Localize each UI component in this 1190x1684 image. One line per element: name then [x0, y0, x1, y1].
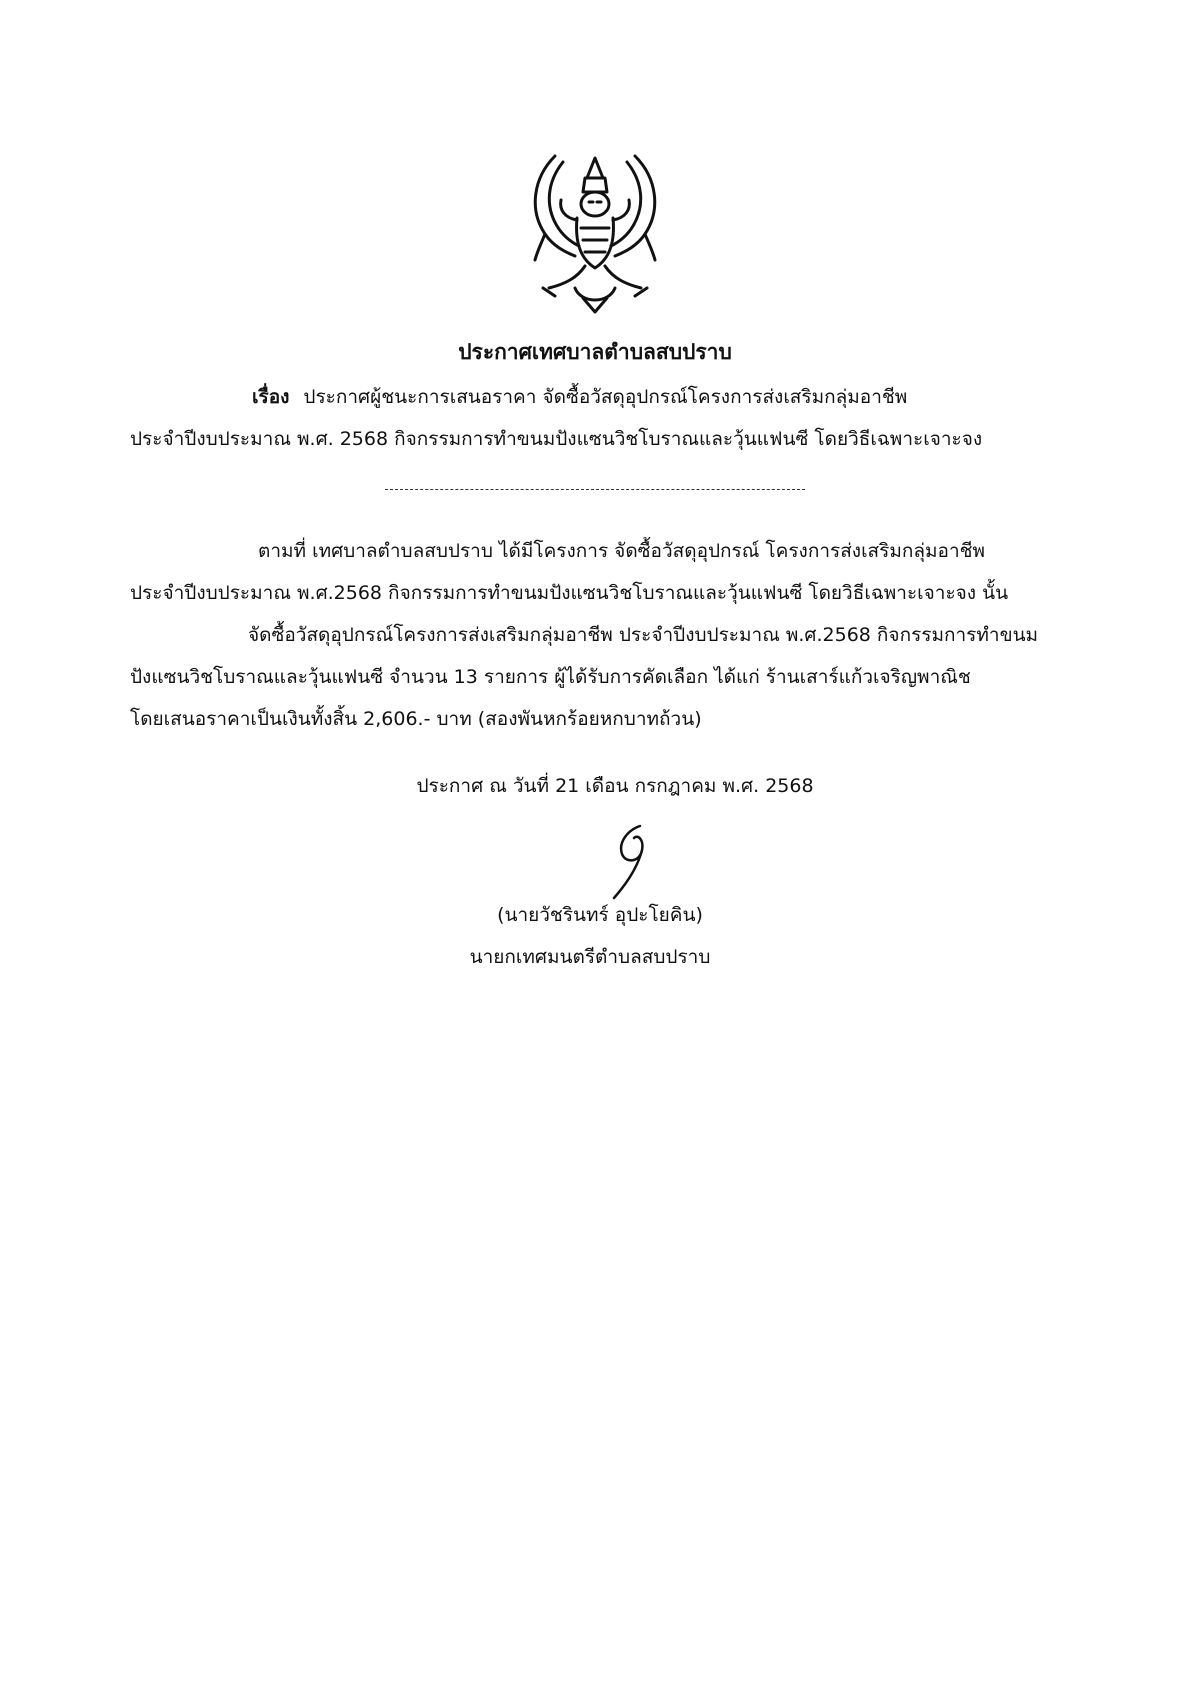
garuda-emblem-icon — [515, 148, 675, 316]
announcement-title: ประกาศเทศบาลตำบลสบปราบ — [458, 340, 732, 364]
subject-line-1 — [252, 384, 907, 410]
body-line-2: ประจำปีงบประมาณ พ.ศ.2568 กิจกรรมการทำขนมปังแซนวิชโบราณและวุ้นแฟนซี โดยวิธีเฉพาะเจาะจง นั้น — [130, 582, 1009, 604]
body-line-3: จัดซื้อวัสดุอุปกรณ์โครงการส่งเสริมกลุ่มอาชีพ ประจำปีงบประมาณ พ.ศ.2568 กิจกรรมการทำขนม — [248, 624, 1039, 646]
signer-name: (นายวัชรินทร์ อุปะโยคิน) — [497, 904, 703, 926]
subject-text-1: ประกาศผู้ชนะการเสนอราคา จัดซื้อวัสดุอุปกรณ์โครงการส่งเสริมกลุ่มอาชีพ — [303, 386, 908, 408]
handwritten-signature — [588, 816, 678, 906]
subject-line-2: ประจำปีงบประมาณ พ.ศ. 2568 กิจกรรมการทำขนมปังแซนวิชโบราณและวุ้นแฟนซี โดยวิธีเฉพาะเจาะจง — [130, 428, 983, 450]
dashed-divider — [385, 489, 805, 490]
body-line-1: ตามที่ เทศบาลตำบลสบปราบ ได้มีโครงการ จัดซื้อวัสดุอุปกรณ์ โครงการส่งเสริมกลุ่มอาชีพ — [258, 540, 986, 562]
signer-position: นายกเทศมนตรีตำบลสบปราบ — [469, 946, 711, 968]
subject-label: เรื่อง — [252, 386, 290, 408]
announcement-date: ประกาศ ณ วันที่ 21 เดือน กรกฎาคม พ.ศ. 2568 — [416, 775, 814, 797]
body-line-5: โดยเสนอราคาเป็นเงินทั้งสิ้น 2,606.- บาท (สองพันหกร้อยหกบาทถ้วน) — [130, 708, 702, 730]
body-line-4: ปังแซนวิชโบราณและวุ้นแฟนซี จำนวน 13 รายการ ผู้ได้รับการคัดเลือก ได้แก่ ร้านเสาร์แก้วเจริญพาณิช — [130, 666, 971, 688]
